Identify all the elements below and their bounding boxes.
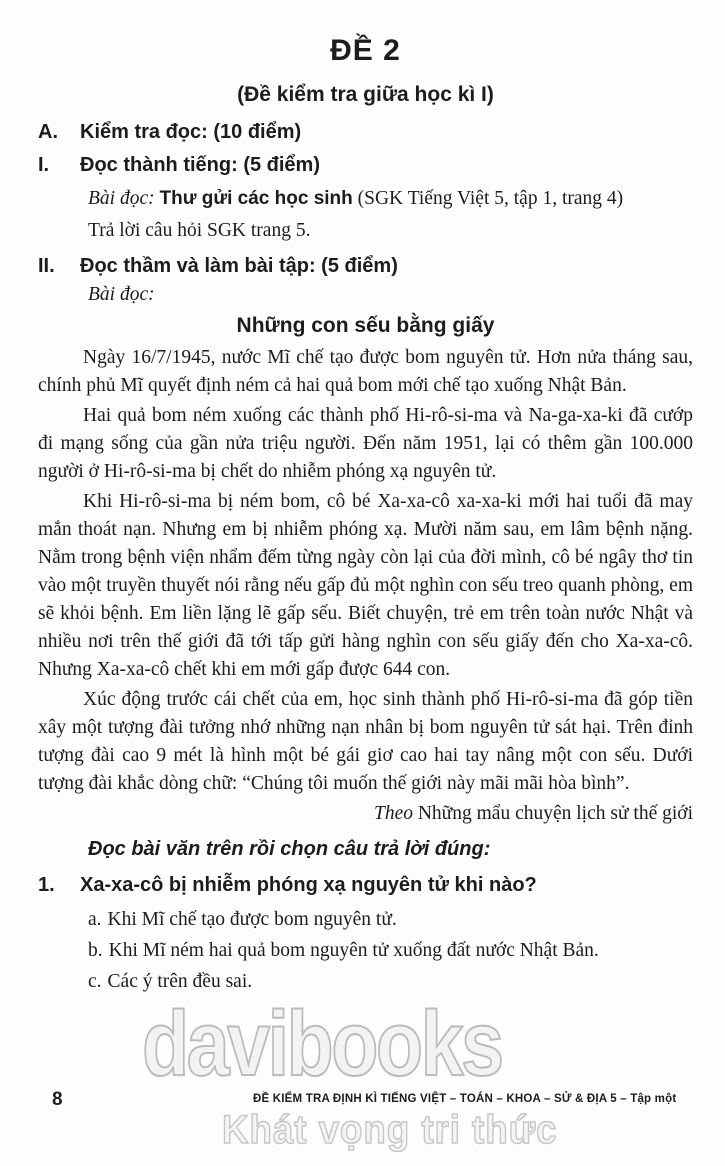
section-a-text: Kiểm tra đọc: (10 điểm) [80, 121, 302, 143]
option-c-label: c. [88, 971, 102, 992]
section-a-heading [38, 120, 693, 144]
exam-title: ĐỀ 2 [330, 34, 401, 67]
question-1-option-b [88, 937, 693, 965]
bai-doc-title: Thư gửi các học sinh [159, 188, 353, 209]
option-a-label: a. [88, 909, 102, 930]
section-ii-label: II. [38, 255, 55, 277]
bai-doc-label: Bài đọc: [88, 188, 155, 209]
question-1-number: 1. [38, 874, 55, 896]
passage-paragraph-4: Xúc động trước cái chết của em, học sinh thành phố Hi-rô-si-ma đã góp tiền xây một tượng đài tưởng nhớ những nạn nhân bị bom nguyên tử sát hại. Trên đỉnh tượng đài cao 9 mét là hình một bé gái giơ cao hai tay nâng một con sếu. Dưới tượng đài khắc dòng chữ: “Chúng tôi muốn thế giới này mãi mãi hòa bình”. [38, 689, 693, 794]
question-1 [38, 872, 693, 898]
option-c-text: Các ý trên đều sai. [107, 971, 253, 992]
attribution-source: Những mẩu chuyện lịch sử thế giới [412, 803, 693, 824]
footer-running-title: ĐỀ KIỂM TRA ĐỊNH KÌ TIẾNG VIỆT – TOÁN – KHOA – SỬ & ĐỊA 5 – Tập một [253, 1093, 677, 1105]
passage-attribution [38, 800, 693, 828]
option-b-text: Khi Mĩ ném hai quả bom nguyên tử xuống đất nước Nhật Bản. [108, 940, 599, 961]
section-i-text: Đọc thành tiếng: (5 điểm) [80, 154, 320, 176]
section-i-heading [38, 153, 693, 177]
question-1-option-c [88, 968, 693, 996]
exam-subtitle: (Đề kiểm tra giữa học kì I) [237, 83, 494, 106]
bai-doc-reference: (SGK Tiếng Việt 5, tập 1, trang 4) [357, 188, 624, 209]
section-ii-heading [38, 254, 693, 278]
section-ii-text: Đọc thầm và làm bài tập: (5 điểm) [80, 255, 398, 277]
section-a-label: A. [38, 121, 58, 143]
attribution-prefix: Theo [373, 803, 413, 824]
davibooks-watermark: davibooks [142, 993, 502, 1095]
reading-passage-title: Những con sếu bằng giấy [236, 314, 495, 337]
watermark-slogan: Khát vọng tri thức [222, 1108, 558, 1152]
answer-instruction-line: Trả lời câu hỏi SGK trang 5. [88, 220, 311, 241]
page-number: 8 [52, 1089, 63, 1110]
option-b-label: b. [88, 940, 103, 961]
passage-paragraph-2: Hai quả bom ném xuống các thành phố Hi-rô-si-ma và Na-ga-xa-ki đã cướp đi mạng sống của gần nửa triệu người. Đến năm 1951, lại có thêm gần 100.000 người ở Hi-rô-si-ma bị chết do nhiễm phóng xạ nguyên tử. [38, 405, 693, 482]
reading-assignment-line [88, 186, 693, 212]
bai-doc-2-label: Bài đọc: [88, 284, 155, 305]
passage-paragraph-1: Ngày 16/7/1945, nước Mĩ chế tạo được bom nguyên tử. Hơn nửa tháng sau, chính phủ Mĩ quyết định ném cả hai quả bom mới chế tạo xuống Nhật Bản. [38, 347, 693, 396]
section-i-label: I. [38, 154, 50, 176]
quiz-instruction: Đọc bài văn trên rồi chọn câu trả lời đúng: [88, 838, 491, 860]
passage-paragraph-3: Khi Hi-rô-si-ma bị ném bom, cô bé Xa-xa-cô xa-xa-ki mới hai tuổi đã may mắn thoát nạn. Nhưng em bị nhiễm phóng xạ. Mười năm sau, em lâm bệnh nặng. Nằm trong bệnh viện nhẩm đếm từng ngày còn lại của đời mình, cô bé ngây thơ tin vào một truyền thuyết nói rằng nếu gấp đủ một nghìn con sếu treo quanh phòng, em sẽ khỏi bệnh. Em liền lặng lẽ gấp sếu. Biết chuyện, trẻ em trên toàn nước Nhật và nhiều nơi trên thế giới đã tới tấp gửi hàng nghìn con sếu giấy đến cho Xa-xa-cô. Nhưng Xa-xa-cô chết khi em mới gấp được 644 con. [38, 491, 693, 680]
question-1-text: Xa-xa-cô bị nhiễm phóng xạ nguyên tử khi nào? [80, 874, 537, 896]
question-1-option-a [88, 906, 693, 934]
option-a-text: Khi Mĩ chế tạo được bom nguyên tử. [107, 909, 397, 930]
